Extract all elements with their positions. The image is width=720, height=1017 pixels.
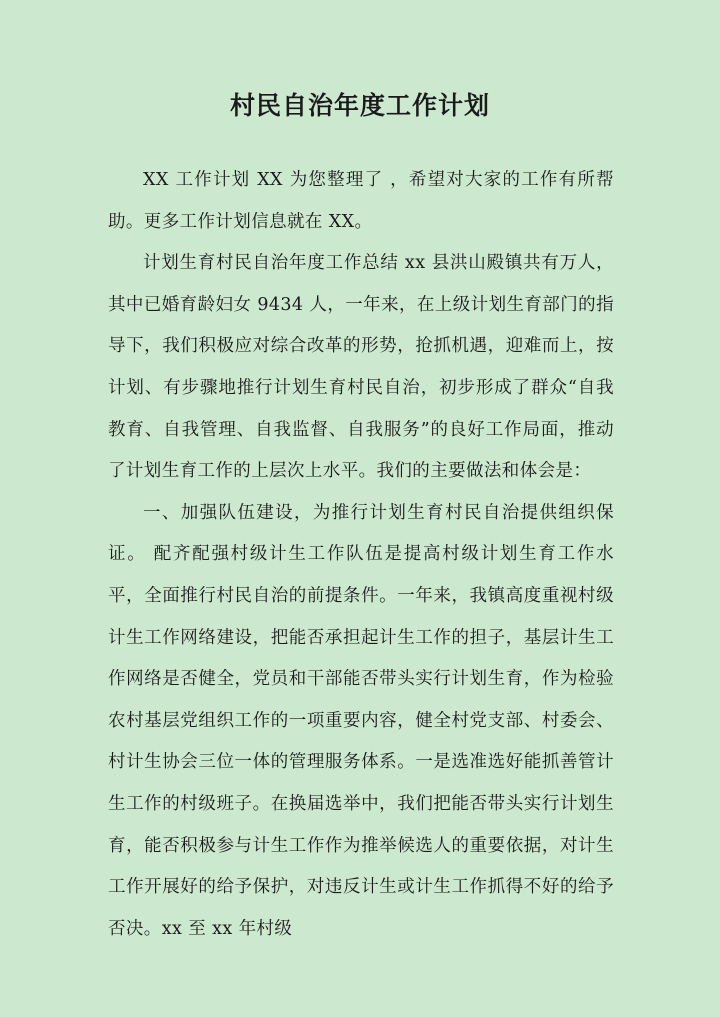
section-one-paragraph: 一、加强队伍建设，为推行计划生育村民自治提供组织保证。 配齐配强村级计生工作队伍是提高村级计划生育工作水平，全面推行村民自治的前提条件。一年来，我镇高度重视村级计生工作网络建设，把能否承担起计生工作的担子，基层计生工作网络是否健全，党员和干部能否带头实行计划生育，作为检验农村基层党组织工作的一项重要内容，健全村党支部、村委会、村计生协会三位一体的管理服务体系。一是选准选好能抓善管计生工作的村级班子。在换届选举中，我们把能否带头实行计划生育，能否积极参与计生工作作为推举候选人的重要依据，对计生工作开展好的给予保护，对违反计生或计生工作抓得不好的给予否决。xx 至 xx 年村级 — [108, 502, 614, 939]
document-title: 村民自治年度工作计划 — [229, 91, 490, 120]
document-body — [108, 160, 614, 950]
intro-paragraph: XX 工作计划 XX 为您整理了 ，希望对大家的工作有所帮助。更多工作计划信息就在 XX。 — [108, 170, 614, 232]
summary-paragraph: 计划生育村民自治年度工作总结 xx 县洪山殿镇共有万人，其中已婚育龄妇女 9434 人，一年来，在上级计划生育部门的指导下，我们积极应对综合改革的形势，抢抓机遇，迎难而上，按计划、有步骤地推行计划生育村民自治，初步形成了群众“自我教育、自我管理、自我监督、自我服务”的良好工作局面，推动了计划生育工作的上层次上水平。我们的主要做法和体会是： — [108, 253, 614, 482]
